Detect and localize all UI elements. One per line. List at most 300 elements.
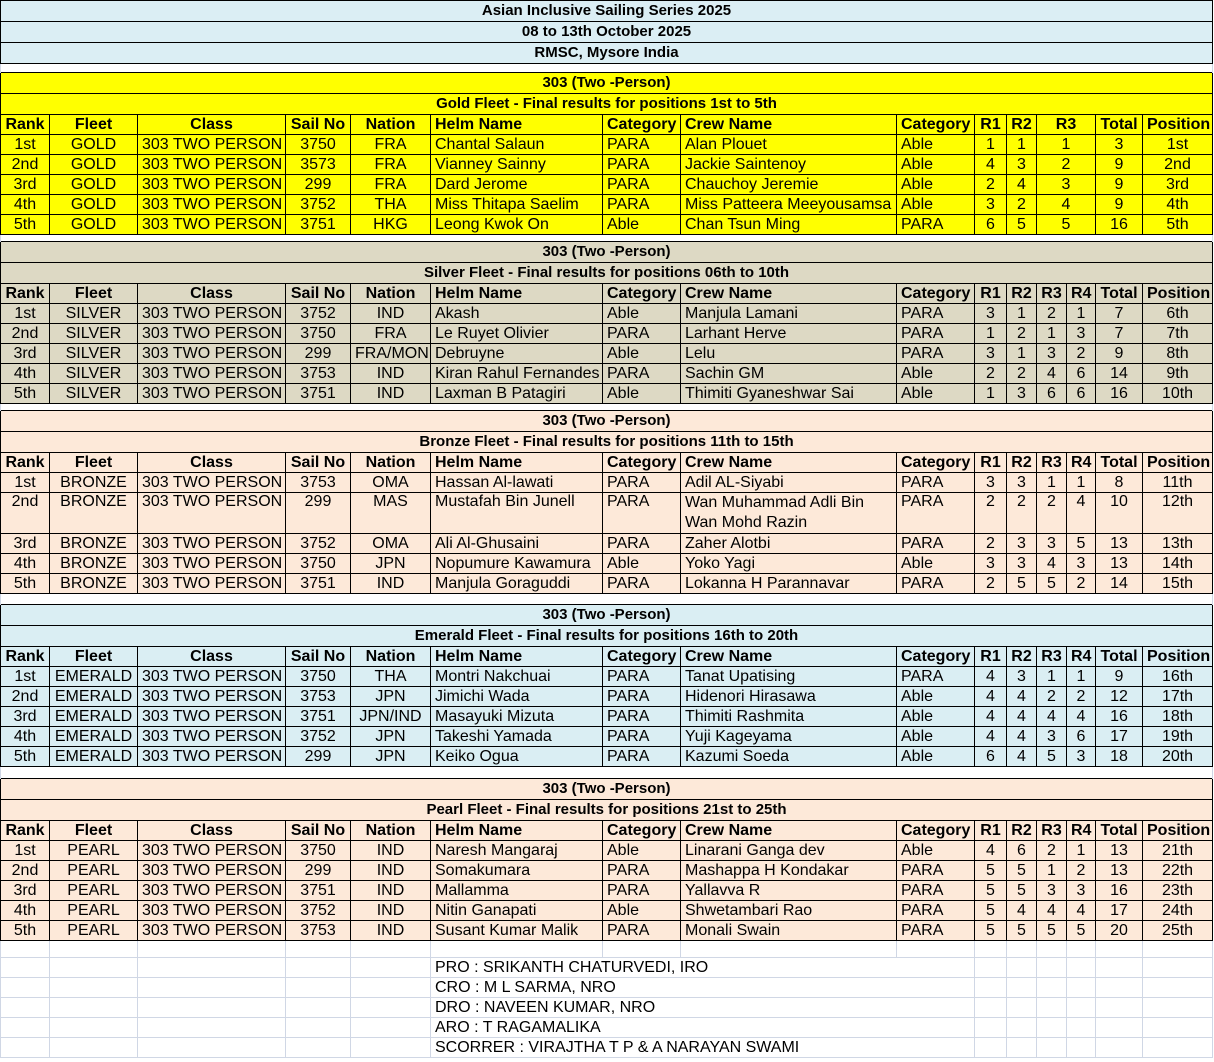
spacer-cell	[1, 767, 1213, 779]
empty-cell	[1, 1018, 50, 1038]
header-position: Position	[1143, 821, 1213, 841]
official-row	[1, 1038, 1213, 1058]
race-4-score: 6	[1067, 727, 1096, 747]
crew-category-cell: Able	[897, 841, 975, 861]
empty-cell	[1, 941, 50, 958]
position-cell: 3rd	[1143, 175, 1213, 195]
crew-name-cell: Thimiti Gyaneshwar Sai	[681, 384, 897, 404]
header-helm-category: Category	[603, 453, 681, 473]
race-4-score: 4	[1067, 707, 1096, 727]
empty-cell	[50, 958, 138, 978]
total-cell: 9	[1096, 667, 1143, 687]
nation-cell: IND	[351, 574, 431, 594]
result-row	[1, 364, 1213, 384]
fleet-class-title-row	[1, 605, 1213, 626]
race-1-score: 1	[975, 384, 1007, 404]
empty-cell	[1, 978, 50, 998]
header-helm-name: Helm Name	[431, 821, 603, 841]
rank-cell: 5th	[1, 574, 50, 594]
fleet-cell: SILVER	[50, 344, 138, 364]
helm-category-cell: Able	[603, 344, 681, 364]
header-race-1: R1	[975, 821, 1007, 841]
empty-cell	[975, 978, 1007, 998]
race-2-score: 5	[1007, 921, 1037, 941]
race-4-score: 3	[1067, 747, 1096, 767]
header-race-3: R3	[1037, 821, 1067, 841]
empty-cell	[1096, 958, 1143, 978]
empty-cell	[138, 958, 286, 978]
position-cell: 16th	[1143, 667, 1213, 687]
race-2-score: 4	[1007, 687, 1037, 707]
fleet-subtitle-row	[1, 800, 1213, 821]
race-2-score: 2	[1007, 195, 1037, 215]
empty-cell	[1037, 978, 1067, 998]
sail-no-cell: 299	[286, 175, 351, 195]
class-cell: 303 TWO PERSON	[138, 841, 286, 861]
race-4-score: 2	[1067, 687, 1096, 707]
position-cell: 4th	[1143, 195, 1213, 215]
header-helm-category: Category	[603, 821, 681, 841]
fleet-cell: SILVER	[50, 384, 138, 404]
helm-name-cell: Leong Kwok On	[431, 215, 603, 235]
race-2-score: 3	[1007, 384, 1037, 404]
crew-name-cell: Thimiti Rashmita	[681, 707, 897, 727]
race-3-score: 1	[1037, 324, 1067, 344]
helm-name-cell: Chantal Salaun	[431, 135, 603, 155]
empty-cell	[50, 998, 138, 1018]
empty-cell	[1037, 1038, 1067, 1058]
class-cell: 303 TWO PERSON	[138, 344, 286, 364]
header-nation: Nation	[351, 453, 431, 473]
fleet-class-title: 303 (Two -Person)	[1, 242, 1213, 263]
header-crew-name: Crew Name	[681, 647, 897, 667]
empty-cell	[1007, 941, 1037, 958]
race-1-score: 4	[975, 687, 1007, 707]
race-3-score: 6	[1037, 384, 1067, 404]
crew-name-cell: Linarani Ganga dev	[681, 841, 897, 861]
fleet-subtitle-row	[1, 263, 1213, 284]
header-rank: Rank	[1, 821, 50, 841]
header-crew-name: Crew Name	[681, 284, 897, 304]
fleet-cell: BRONZE	[50, 574, 138, 594]
empty-cell	[975, 958, 1007, 978]
rank-cell: 4th	[1, 195, 50, 215]
column-header-row	[1, 821, 1213, 841]
nation-cell: IND	[351, 384, 431, 404]
fleet-class-title-row	[1, 242, 1213, 263]
sail-no-cell: 3751	[286, 574, 351, 594]
nation-cell: IND	[351, 901, 431, 921]
empty-cell	[975, 1018, 1007, 1038]
crew-name-cell: Hidenori Hirasawa	[681, 687, 897, 707]
rank-cell: 1st	[1, 841, 50, 861]
venue-row	[1, 43, 1213, 64]
crew-category-cell: PARA	[897, 324, 975, 344]
race-1-score: 5	[975, 921, 1007, 941]
crew-name-cell: Adil AL-Siyabi	[681, 473, 897, 493]
race-1-score: 3	[975, 195, 1007, 215]
position-cell: 6th	[1143, 304, 1213, 324]
result-row	[1, 344, 1213, 364]
sail-no-cell: 3750	[286, 554, 351, 574]
crew-category-cell: Able	[897, 195, 975, 215]
header-class: Class	[138, 821, 286, 841]
rank-cell: 5th	[1, 384, 50, 404]
total-cell: 13	[1096, 534, 1143, 554]
helm-category-cell: PARA	[603, 135, 681, 155]
empty-cell	[138, 1018, 286, 1038]
result-row	[1, 175, 1213, 195]
sail-no-cell: 3573	[286, 155, 351, 175]
empty-cell	[286, 958, 351, 978]
fleet-cell: SILVER	[50, 364, 138, 384]
helm-name-cell: Keiko Ogua	[431, 747, 603, 767]
total-cell: 16	[1096, 881, 1143, 901]
result-row	[1, 384, 1213, 404]
rank-cell: 1st	[1, 473, 50, 493]
class-cell: 303 TWO PERSON	[138, 364, 286, 384]
fleet-class-title: 303 (Two -Person)	[1, 73, 1213, 94]
crew-name-cell: Alan Plouet	[681, 135, 897, 155]
nation-cell: MAS	[351, 493, 431, 534]
class-cell: 303 TWO PERSON	[138, 667, 286, 687]
race-1-score: 3	[975, 344, 1007, 364]
header-crew-name: Crew Name	[681, 821, 897, 841]
empty-cell	[975, 1038, 1007, 1058]
race-2-score: 3	[1007, 667, 1037, 687]
race-4-score: 6	[1067, 384, 1096, 404]
rank-cell: 4th	[1, 554, 50, 574]
total-cell: 18	[1096, 747, 1143, 767]
empty-cell	[351, 941, 431, 958]
race-3-score: 4	[1037, 554, 1067, 574]
result-row	[1, 473, 1213, 493]
race-4-score: 3	[1067, 324, 1096, 344]
fleet-cell: BRONZE	[50, 473, 138, 493]
total-cell: 8	[1096, 473, 1143, 493]
class-cell: 303 TWO PERSON	[138, 574, 286, 594]
position-cell: 11th	[1143, 473, 1213, 493]
rank-cell: 3rd	[1, 881, 50, 901]
crew-category-cell: PARA	[897, 534, 975, 554]
fleet-class-title: 303 (Two -Person)	[1, 411, 1213, 432]
crew-category-cell: Able	[897, 135, 975, 155]
race-1-score: 2	[975, 574, 1007, 594]
race-4-score: 2	[1067, 861, 1096, 881]
empty-cell	[50, 1018, 138, 1038]
header-race-2: R2	[1007, 115, 1037, 135]
header-race-1: R1	[975, 453, 1007, 473]
sail-no-cell: 299	[286, 861, 351, 881]
race-3-score: 4	[1037, 364, 1067, 384]
column-header-row	[1, 647, 1213, 667]
helm-name-cell: Miss Thitapa Saelim	[431, 195, 603, 215]
crew-name-cell: Manjula Lamani	[681, 304, 897, 324]
result-row	[1, 881, 1213, 901]
empty-cell	[1067, 998, 1096, 1018]
class-cell: 303 TWO PERSON	[138, 195, 286, 215]
header-race-3: R3	[1037, 115, 1096, 135]
race-2-score: 5	[1007, 215, 1037, 235]
sail-no-cell: 3751	[286, 881, 351, 901]
helm-category-cell: PARA	[603, 574, 681, 594]
total-cell: 12	[1096, 687, 1143, 707]
fleet-subtitle-row	[1, 626, 1213, 647]
header-fleet: Fleet	[50, 115, 138, 135]
result-row	[1, 554, 1213, 574]
nation-cell: JPN/IND	[351, 707, 431, 727]
sail-no-cell: 299	[286, 493, 351, 534]
position-cell: 23th	[1143, 881, 1213, 901]
empty-cell	[1037, 998, 1067, 1018]
race-2-score: 4	[1007, 727, 1037, 747]
nation-cell: FRA	[351, 135, 431, 155]
race-1-score: 6	[975, 747, 1007, 767]
nation-cell: THA	[351, 195, 431, 215]
total-cell: 9	[1096, 195, 1143, 215]
empty-cell	[1007, 1018, 1037, 1038]
race-1-score: 2	[975, 534, 1007, 554]
helm-name-cell: Masayuki Mizuta	[431, 707, 603, 727]
fleet-cell: BRONZE	[50, 534, 138, 554]
race-1-score: 3	[975, 473, 1007, 493]
crew-name-cell: Zaher Alotbi	[681, 534, 897, 554]
sail-no-cell: 3752	[286, 727, 351, 747]
sail-no-cell: 3753	[286, 473, 351, 493]
crew-category-cell: Able	[897, 747, 975, 767]
nation-cell: IND	[351, 861, 431, 881]
race-3-score: 5	[1037, 215, 1096, 235]
nation-cell: FRA/MON	[351, 344, 431, 364]
helm-category-cell: PARA	[603, 687, 681, 707]
race-1-score: 5	[975, 881, 1007, 901]
total-cell: 17	[1096, 901, 1143, 921]
title-row	[1, 1, 1213, 22]
race-4-score: 4	[1067, 493, 1096, 534]
empty-cell	[138, 1038, 286, 1058]
empty-cell	[1143, 978, 1213, 998]
fleet-cell: EMERALD	[50, 687, 138, 707]
race-2-score: 6	[1007, 841, 1037, 861]
empty-cell	[1037, 1018, 1067, 1038]
helm-category-cell: PARA	[603, 861, 681, 881]
fleet-cell: GOLD	[50, 135, 138, 155]
helm-name-cell: Manjula Goraguddi	[431, 574, 603, 594]
result-row	[1, 747, 1213, 767]
header-race-2: R2	[1007, 821, 1037, 841]
header-race-4: R4	[1067, 453, 1096, 473]
header-race-3: R3	[1037, 453, 1067, 473]
header-class: Class	[138, 115, 286, 135]
helm-category-cell: PARA	[603, 324, 681, 344]
empty-cell	[138, 998, 286, 1018]
footer-empty-row	[1, 941, 1213, 958]
empty-cell	[1007, 978, 1037, 998]
helm-name-cell: Mallamma	[431, 881, 603, 901]
class-cell: 303 TWO PERSON	[138, 324, 286, 344]
helm-category-cell: PARA	[603, 667, 681, 687]
empty-cell	[1067, 1018, 1096, 1038]
race-3-score: 2	[1037, 155, 1096, 175]
empty-cell	[431, 941, 603, 958]
crew-category-cell: PARA	[897, 921, 975, 941]
helm-name-cell: Akash	[431, 304, 603, 324]
race-4-score: 2	[1067, 344, 1096, 364]
empty-cell	[138, 941, 286, 958]
crew-category-cell: PARA	[897, 344, 975, 364]
position-cell: 25th	[1143, 921, 1213, 941]
class-cell: 303 TWO PERSON	[138, 707, 286, 727]
rank-cell: 5th	[1, 215, 50, 235]
rank-cell: 3rd	[1, 344, 50, 364]
crew-category-cell: Able	[897, 155, 975, 175]
crew-category-cell: Able	[897, 687, 975, 707]
result-row	[1, 667, 1213, 687]
fleet-class-title-row	[1, 73, 1213, 94]
rank-cell: 3rd	[1, 707, 50, 727]
header-helm-name: Helm Name	[431, 453, 603, 473]
empty-cell	[1, 998, 50, 1018]
result-row	[1, 534, 1213, 554]
empty-cell	[1037, 941, 1067, 958]
empty-cell	[1143, 998, 1213, 1018]
helm-category-cell: Able	[603, 554, 681, 574]
official-credit: PRO : SRIKANTH CHATURVEDI, IRO	[431, 958, 975, 978]
position-cell: 18th	[1143, 707, 1213, 727]
header-race-3: R3	[1037, 284, 1067, 304]
total-cell: 9	[1096, 155, 1143, 175]
race-4-score: 3	[1067, 881, 1096, 901]
helm-category-cell: Able	[603, 384, 681, 404]
official-row	[1, 958, 1213, 978]
fleet-cell: EMERALD	[50, 727, 138, 747]
spacer-cell	[1, 404, 1213, 411]
fleet-subtitle: Pearl Fleet - Final results for positions 21st to 25th	[1, 800, 1213, 821]
fleet-cell: PEARL	[50, 921, 138, 941]
position-cell: 14th	[1143, 554, 1213, 574]
total-cell: 13	[1096, 554, 1143, 574]
position-cell: 24th	[1143, 901, 1213, 921]
race-1-score: 4	[975, 727, 1007, 747]
spacer-row	[1, 594, 1213, 605]
crew-category-cell: PARA	[897, 901, 975, 921]
crew-name-cell: Kazumi Soeda	[681, 747, 897, 767]
total-cell: 13	[1096, 841, 1143, 861]
header-sail-no: Sail No	[286, 284, 351, 304]
nation-cell: JPN	[351, 727, 431, 747]
helm-category-cell: Able	[603, 841, 681, 861]
class-cell: 303 TWO PERSON	[138, 727, 286, 747]
fleet-class-title-row	[1, 411, 1213, 432]
header-class: Class	[138, 453, 286, 473]
race-1-score: 4	[975, 667, 1007, 687]
nation-cell: OMA	[351, 473, 431, 493]
helm-category-cell: PARA	[603, 727, 681, 747]
race-1-score: 3	[975, 554, 1007, 574]
official-credit: ARO : T RAGAMALIKA	[431, 1018, 975, 1038]
total-cell: 16	[1096, 384, 1143, 404]
nation-cell: IND	[351, 881, 431, 901]
nation-cell: HKG	[351, 215, 431, 235]
empty-cell	[1037, 958, 1067, 978]
position-cell: 13th	[1143, 534, 1213, 554]
helm-category-cell: PARA	[603, 175, 681, 195]
position-cell: 1st	[1143, 135, 1213, 155]
empty-cell	[1, 958, 50, 978]
spacer-cell	[1, 594, 1213, 605]
fleet-class-title: 303 (Two -Person)	[1, 779, 1213, 800]
result-row	[1, 155, 1213, 175]
header-total: Total	[1096, 453, 1143, 473]
header-position: Position	[1143, 453, 1213, 473]
helm-name-cell: Montri Nakchuai	[431, 667, 603, 687]
race-4-score: 4	[1067, 901, 1096, 921]
helm-name-cell: Debruyne	[431, 344, 603, 364]
header-crew-name: Crew Name	[681, 115, 897, 135]
empty-cell	[1143, 941, 1213, 958]
header-race-4: R4	[1067, 821, 1096, 841]
race-3-score: 3	[1037, 727, 1067, 747]
rank-cell: 4th	[1, 727, 50, 747]
race-3-score: 1	[1037, 473, 1067, 493]
race-3-score: 1	[1037, 667, 1067, 687]
helm-category-cell: PARA	[603, 921, 681, 941]
rank-cell: 2nd	[1, 155, 50, 175]
empty-cell	[1, 1038, 50, 1058]
race-4-score: 1	[1067, 667, 1096, 687]
result-row	[1, 841, 1213, 861]
header-race-2: R2	[1007, 647, 1037, 667]
sail-no-cell: 3753	[286, 687, 351, 707]
empty-cell	[1007, 998, 1037, 1018]
race-3-score: 4	[1037, 195, 1096, 215]
helm-category-cell: Able	[603, 901, 681, 921]
total-cell: 10	[1096, 493, 1143, 534]
fleet-subtitle: Bronze Fleet - Final results for positions 11th to 15th	[1, 432, 1213, 453]
total-cell: 14	[1096, 574, 1143, 594]
header-fleet: Fleet	[50, 284, 138, 304]
fleet-cell: EMERALD	[50, 707, 138, 727]
helm-name-cell: Susant Kumar Malik	[431, 921, 603, 941]
header-fleet: Fleet	[50, 453, 138, 473]
fleet-cell: PEARL	[50, 901, 138, 921]
race-3-score: 3	[1037, 175, 1096, 195]
race-3-score: 2	[1037, 841, 1067, 861]
crew-name-cell: Larhant Herve	[681, 324, 897, 344]
header-race-4: R4	[1067, 284, 1096, 304]
race-4-score: 1	[1067, 304, 1096, 324]
header-crew-category: Category	[897, 115, 975, 135]
fleet-cell: EMERALD	[50, 667, 138, 687]
empty-cell	[975, 998, 1007, 1018]
race-4-score: 5	[1067, 534, 1096, 554]
empty-cell	[286, 941, 351, 958]
result-row	[1, 195, 1213, 215]
empty-cell	[603, 941, 681, 958]
header-total: Total	[1096, 284, 1143, 304]
header-fleet: Fleet	[50, 821, 138, 841]
header-sail-no: Sail No	[286, 647, 351, 667]
result-row	[1, 493, 1213, 534]
event-title: Asian Inclusive Sailing Series 2025	[1, 1, 1213, 22]
empty-cell	[351, 978, 431, 998]
empty-cell	[1096, 941, 1143, 958]
race-2-score: 2	[1007, 324, 1037, 344]
race-4-score: 6	[1067, 364, 1096, 384]
rank-cell: 1st	[1, 667, 50, 687]
crew-name-cell: Yuji Kageyama	[681, 727, 897, 747]
race-2-score: 1	[1007, 135, 1037, 155]
